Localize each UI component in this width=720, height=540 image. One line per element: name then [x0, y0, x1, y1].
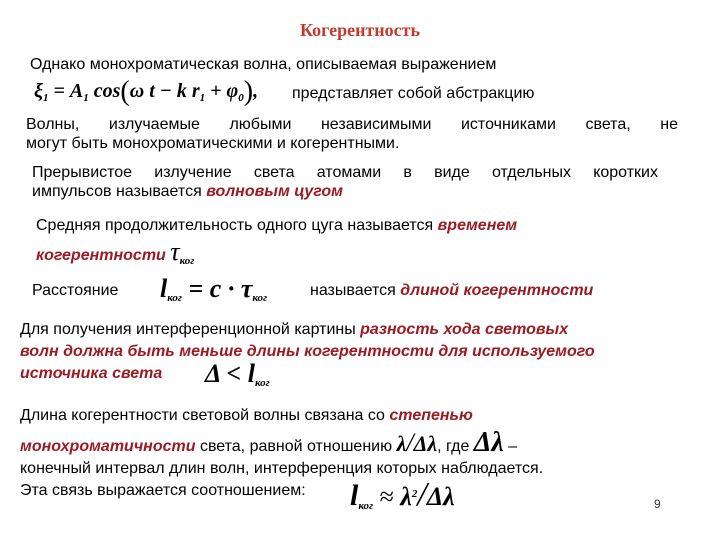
paragraph-6-line-3: источника света — [20, 365, 163, 382]
term-monochromaticity: монохроматичности — [20, 438, 196, 455]
ratio-slash: / — [406, 428, 414, 457]
delta-symbol: Δ — [205, 359, 220, 388]
c-symbol: c — [209, 274, 222, 303]
slide-title: Когерентность — [299, 20, 420, 40]
formula-plane-wave — [34, 76, 258, 113]
dlambda-big: Δλ — [473, 427, 504, 458]
paragraph-7-line-4: Эта связь выражается соотношением: — [20, 482, 306, 499]
formula-comma: , — [253, 80, 259, 102]
open-paren-icon: ( — [120, 76, 130, 107]
xi-symbol: ξ — [34, 80, 43, 102]
dot-operator: · — [221, 274, 241, 303]
l-symbol-3: l — [350, 479, 359, 512]
xi-subscript: 1 — [42, 92, 49, 104]
lambda-symbol: λ — [400, 482, 412, 511]
paragraph-4-line-2 — [36, 238, 194, 275]
paragraph-2-line-1: Волны, излучаемые любыми независимыми источниками света, не — [26, 116, 678, 133]
formula-coherence-length — [160, 272, 267, 315]
squared: 2 — [411, 488, 418, 500]
term-time: временем — [437, 217, 518, 234]
cos-function: cos — [88, 80, 121, 102]
paragraph-2-line-2: могут быть монохроматическими и когерентными. — [26, 135, 400, 152]
paragraph-7-line-3: конечный интервал длин волн, интерференция которых наблюдается. — [20, 460, 544, 477]
slash-symbol: / — [417, 476, 427, 513]
paragraph-7-where: , где — [437, 438, 470, 455]
paragraph-3-line-1: Прерывистое излучение света атомами в виде отдельных коротких — [32, 164, 658, 181]
term-wave-train: волновым цугом — [206, 183, 343, 200]
tau-subscript-2: ког — [252, 292, 268, 304]
less-than-sign: < — [219, 359, 248, 388]
term-coherence-length: длиной когерентности — [400, 282, 594, 299]
ratio-lambda: λ — [396, 431, 407, 456]
equals-sign: = — [48, 80, 70, 102]
l-subscript-3: ког — [358, 500, 374, 512]
phase-term: ω t − k r — [129, 80, 200, 102]
paragraph-5-label: Расстояние — [32, 282, 119, 299]
phase-plus-phi: + φ — [205, 80, 239, 102]
l-symbol-2: l — [247, 359, 255, 388]
r-subscript: 1 — [199, 92, 206, 104]
tau-subscript: ког — [179, 255, 195, 267]
l-subscript: ког — [167, 292, 182, 304]
equals-sign-2: = — [181, 274, 210, 303]
l-subscript-2: ког — [254, 377, 270, 389]
paragraph-7-line-2 — [20, 428, 517, 462]
tau-symbol: τ — [170, 237, 180, 266]
formula-condition — [205, 358, 270, 399]
paragraph-6-text: Для получения интерференционной картины — [20, 321, 361, 338]
dash: – — [508, 438, 518, 455]
tau-symbol-2: τ — [240, 274, 253, 303]
l-symbol: l — [160, 274, 168, 303]
dlambda-symbol: Δλ — [426, 482, 455, 511]
paragraph-7-ratio-text: света, равной отношению — [195, 438, 393, 455]
amplitude-symbol: A — [69, 80, 84, 102]
paragraph-5-called: называется — [310, 282, 401, 299]
term-degree: степенью — [389, 407, 473, 424]
paragraph-6-line-2: волн должна быть меньше длины когерентности для используемого — [20, 343, 595, 360]
page-number: 9 — [654, 497, 661, 511]
term-coherence: когерентности — [36, 247, 166, 264]
paragraph-5-text — [310, 281, 593, 301]
paragraph-3-line-2 — [32, 182, 343, 202]
paragraph-1-line-1: Однако монохроматическая волна, описываемая выражением — [30, 56, 497, 73]
phi-subscript: 0 — [238, 92, 244, 104]
paragraph-7-text: Длина когерентности световой волны связана со — [20, 407, 390, 424]
approx-sign: ≈ — [373, 482, 401, 511]
paragraph-4-text: Средняя продолжительность одного цуга называется — [36, 217, 438, 234]
ratio-dlambda: Δλ — [413, 431, 438, 456]
paragraph-4-line-1 — [36, 216, 517, 236]
amplitude-subscript: 1 — [83, 92, 89, 104]
paragraph-3-text: импульсов называется — [32, 183, 207, 200]
paragraph-6-line-1 — [20, 320, 568, 340]
formula-relation — [350, 470, 455, 530]
term-path-difference: разность хода световых — [360, 321, 569, 338]
paragraph-7-line-1 — [20, 406, 473, 426]
close-paren-icon: ) — [243, 76, 254, 107]
paragraph-1-line-2: представляет собой абстракцию — [292, 85, 535, 102]
